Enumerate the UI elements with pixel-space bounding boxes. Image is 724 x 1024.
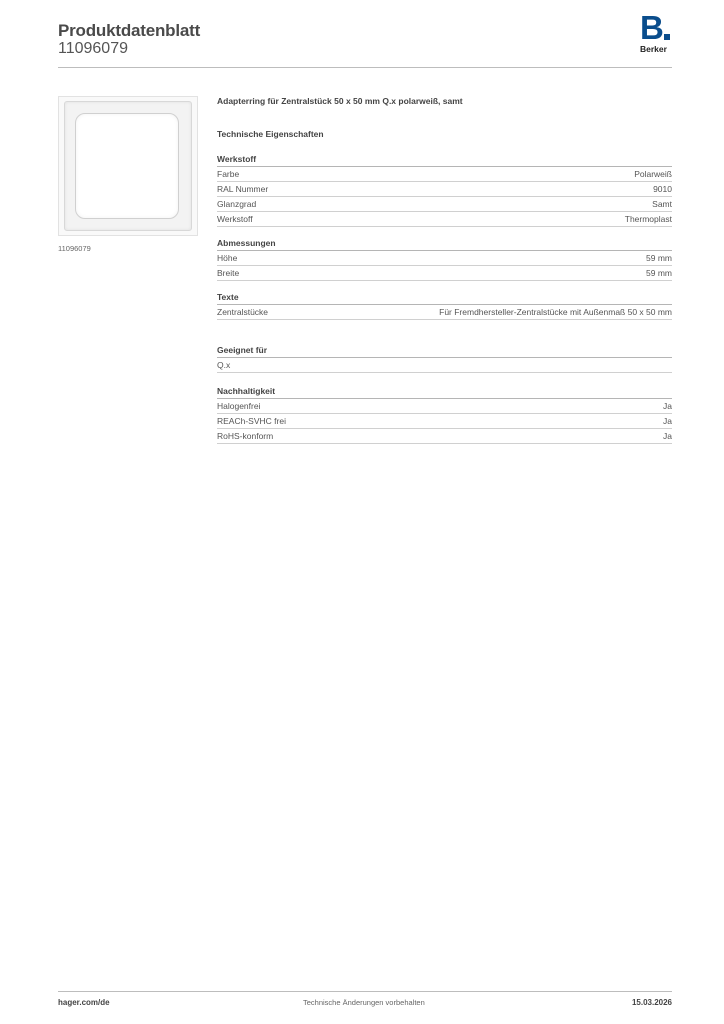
table-row [217, 197, 672, 212]
row-value: Ja [663, 416, 672, 426]
row-value: Samt [652, 199, 672, 209]
product-description: Adapterring für Zentralstück 50 x 50 mm Q.x polarweiß, samt [217, 96, 463, 106]
logo-letter: B [640, 9, 664, 46]
table-row [217, 212, 672, 227]
section-title: Nachhaltigkeit [217, 385, 672, 399]
berker-logo [640, 9, 674, 55]
row-label: REACh-SVHC frei [217, 416, 286, 426]
section-abmessungen [217, 237, 672, 281]
adapter-ring-outer-icon [64, 101, 192, 231]
page-title: Produktdatenblatt [58, 21, 201, 40]
table-row [217, 251, 672, 266]
row-value: 9010 [653, 184, 672, 194]
table-row [217, 358, 672, 373]
row-label: Halogenfrei [217, 401, 261, 411]
section-geeignet-fuer [217, 344, 672, 373]
row-label: Werkstoff [217, 214, 253, 224]
section-title: Abmessungen [217, 237, 672, 251]
header-divider [58, 67, 672, 68]
row-label: Farbe [217, 169, 240, 179]
article-number: 11096079 [58, 40, 128, 57]
row-label: Glanzgrad [217, 199, 257, 209]
table-row [217, 305, 672, 320]
row-value: 59 mm [646, 268, 672, 278]
spec-heading: Technische Eigenschaften [217, 129, 324, 139]
row-label: Höhe [217, 253, 238, 263]
spec-content [217, 96, 672, 444]
table-row [217, 399, 672, 414]
logo-text: Berker [640, 44, 667, 54]
image-caption: 11096079 [58, 244, 91, 253]
row-label: Q.x [217, 360, 231, 370]
row-label: RAL Nummer [217, 184, 269, 194]
section-werkstoff [217, 153, 672, 227]
table-row [217, 266, 672, 281]
row-value: 59 mm [646, 253, 672, 263]
section-title: Texte [217, 291, 672, 305]
section-title: Geeignet für [217, 344, 672, 358]
section-texte [217, 291, 672, 320]
row-value: Thermoplast [624, 214, 672, 224]
footer-divider [58, 991, 672, 992]
row-value: Ja [663, 431, 672, 441]
row-label: RoHS-konform [217, 431, 274, 441]
table-row [217, 429, 672, 444]
logo-dot-icon [664, 34, 670, 40]
row-value: Ja [663, 401, 672, 411]
row-value: Polarweiß [634, 169, 672, 179]
footer-website-link[interactable]: hager.com/de [58, 998, 110, 1007]
footer-notice: Technische Änderungen vorbehalten [303, 998, 425, 1007]
row-label: Zentralstücke [217, 307, 269, 317]
table-row [217, 167, 672, 182]
row-label: Breite [217, 268, 240, 278]
adapter-ring-inner-icon [75, 113, 179, 219]
product-image [58, 96, 198, 236]
table-row [217, 182, 672, 197]
row-value: Für Fremdhersteller-Zentralstücke mit Außenmaß 50 x 50 mm [439, 307, 672, 317]
section-title: Werkstoff [217, 153, 672, 167]
section-nachhaltigkeit [217, 385, 672, 444]
footer-date: 15.03.2026 [631, 998, 672, 1007]
table-row [217, 414, 672, 429]
